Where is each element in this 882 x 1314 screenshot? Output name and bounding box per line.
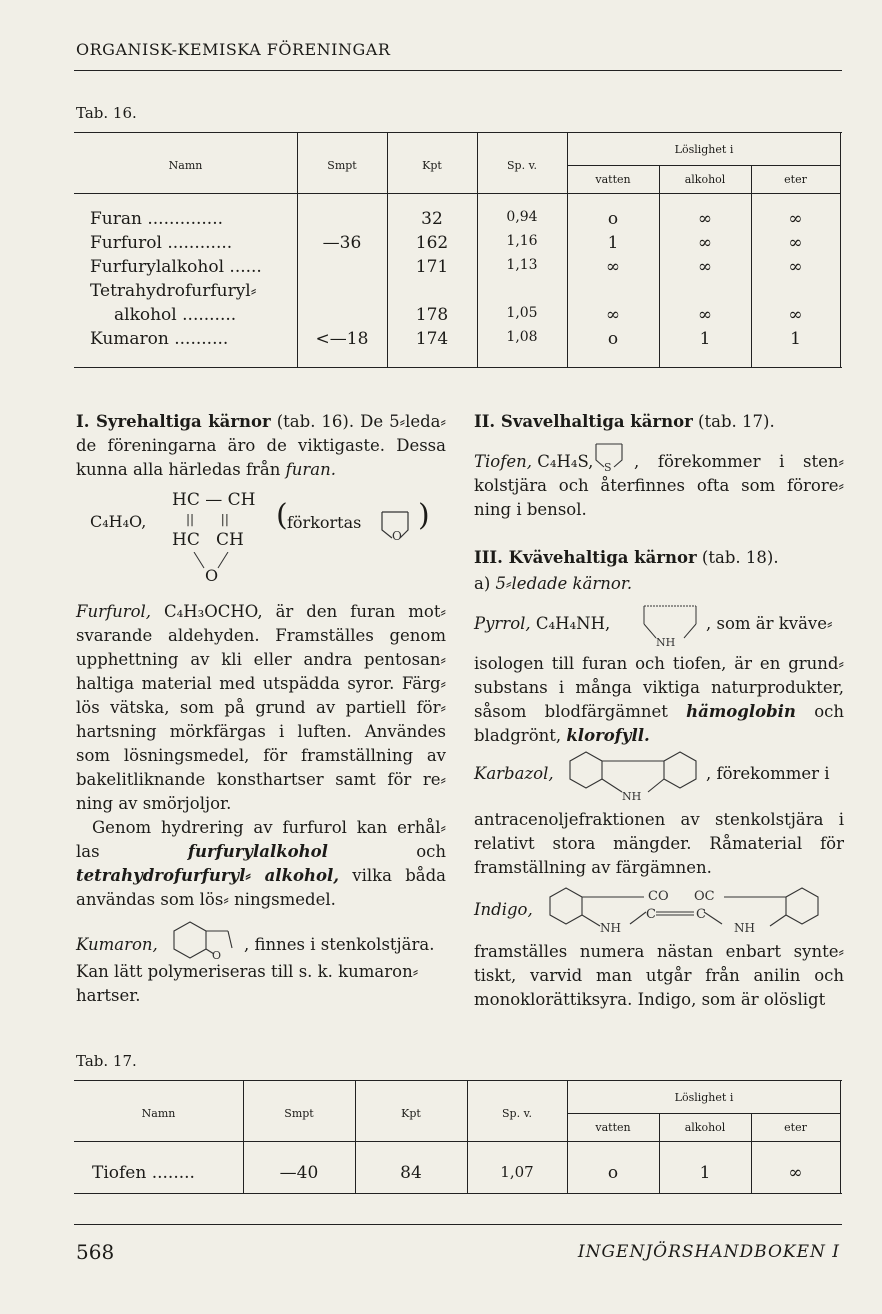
pyrrol-text: , som är kväve⸗ [706,614,833,633]
furan-ring-icon [378,508,420,542]
svg-text:O: O [212,949,222,960]
furan-formula: C₄H₄O, [90,512,147,531]
table16-alkohol-cell: 1 [699,329,711,349]
p3-b: och [327,842,447,861]
pyrrol-ring-icon [628,600,708,650]
kumaron-label: Kumaron, [76,935,158,954]
table17-kpt: 84 [400,1163,422,1183]
pyrrol-text-2: isologen till furan och tiofen, är en grund⸗ substans i många viktiga naturprodukter, såsom blodfärgämnet hämoglobin och bladgrönt, klorofyll. [474,654,845,745]
p2-text: C₄H₃OCHO, är den furan mot⸗ svarande aldehyden. Framställes genom upphettning av kli eller andra pentosan⸗ haltiga material med utspädda syror. Färg⸗ lös vätska, som på grund av partiell för⸗ hartsning mörkfärgas i luften. Användes som lösningsmedel, för framställning av bakelitliknande konsthartser samt för re⸗ ning av smörjoljor. [76,602,446,813]
pyrrol-label: Pyrrol, [474,614,531,633]
furan-hc-bottom: HC CH [172,530,244,550]
svg-text:C: C [696,907,706,922]
furan-ring-o: O [205,566,219,585]
karbazol-text-2: antracenoljefraktionen av stenkolstjära i relativt stora mängder. Råmaterial för framställning av färgämnen. [474,810,844,877]
table17-label: Tab. 17. [76,1052,137,1070]
right-heading-3 [474,546,844,570]
table16-sp-cell: 1,05 [506,305,538,321]
karbazol-term [474,762,554,786]
table16-kpt-cell: 32 [421,209,443,229]
forkortas-label: förkortas [287,513,362,532]
sub-a: a) 5⸗ledade kärnor. [474,574,633,593]
indigo-ring-icon [544,884,834,934]
col-alkohol: alkohol [684,1121,726,1134]
col-vatten: vatten [595,1121,631,1134]
table16-vatten-cell: 1 [607,233,619,253]
svg-text:NH: NH [656,636,676,649]
indigo-term [474,898,533,922]
paren-close: ) [418,498,430,533]
svg-text:S: S [604,461,612,472]
table16-eter-cell: ∞ [788,257,803,277]
p1-text: (tab. 16). De 5⸗leda⸗ de föreningarna äro de viktigaste. Dessa kunna alla härledas från [76,412,447,479]
header-rule [74,70,842,71]
table16 [74,132,842,368]
table16-eter-cell: ∞ [788,305,803,325]
col-eter: eter [784,1121,807,1134]
table16-alkohol-cell: ∞ [697,305,713,325]
table16-row-name: Furfurol ............ [90,233,233,253]
col-namn: Namn [168,159,203,172]
page-number: 568 [76,1240,115,1264]
table17-row-name: Tiofen ........ [92,1163,195,1183]
p3-a: Genom hydrering av furfurol kan erhål⸗ las [76,818,446,861]
table16-kpt-cell: 162 [415,233,449,253]
karbazol-label: Karbazol, [474,764,554,783]
klorofyll-term: klorofyll. [566,726,650,745]
table16-sp-cell: 1,16 [506,233,538,249]
furan-hc-top: HC — CH [172,490,256,510]
table16-row-name: Furfurylalkohol ...... [90,257,262,277]
col-namn: Namn [141,1107,176,1120]
table16-vatten-cell: ∞ [605,305,621,325]
table16-kpt-cell: 178 [415,305,449,325]
table16-smpt-cell: <—18 [315,329,369,349]
table16-eter-cell: ∞ [788,209,803,229]
kumaron-ring-icon [170,918,252,960]
svg-text:NH: NH [622,790,642,803]
svg-text:O: O [392,529,402,542]
col-loslighet: Löslighet i [674,1091,734,1104]
table16-smpt-cell: —36 [322,233,362,253]
col-eter: eter [784,173,807,186]
table16-sp-cell: 1,13 [506,257,538,273]
svg-text:C: C [646,907,656,922]
col-sp: Sp. v. [502,1107,532,1120]
table16-alkohol-cell: ∞ [697,209,713,229]
footer-rule [74,1224,842,1225]
pyrrol-term [474,612,610,636]
book-title: INGENJÖRSHANDBOKEN I [577,1242,840,1262]
table16-kpt-cell: 174 [415,329,449,349]
kumaron-text: , finnes i stenkolstjära. [244,935,435,954]
table16-row-name: Kumaron .......... [90,329,229,349]
karbazol-text: , förekommer i [706,764,830,783]
table16-eter-cell: ∞ [788,233,803,253]
table17-alkohol: 1 [699,1163,711,1183]
heading-svavelhaltiga: II. Svavelhaltiga kärnor [474,412,693,431]
running-title: ORGANISK-KEMISKA FÖRENINGAR [76,40,391,59]
furfurol-term: Furfurol, [76,602,152,621]
table16-vatten-cell: o [607,329,619,349]
table16-row-name: Furan .............. [90,209,224,229]
kumaron-text-2: Kan lätt polymeriseras till s. k. kumaron⸗ hartser. [76,962,419,1005]
table17 [74,1080,842,1194]
hemoglobin-term: hämoglobin [686,702,796,721]
indigo-label: Indigo, [474,900,533,919]
right-heading-2 [474,410,844,434]
table16-row-name: Tetrahydrofurfuryl⸗ [90,281,257,301]
indigo-text: framställes numera nästan enbart synte⸗ tiskt, varvid man utgår från anilin och monoklorättiksyra. Indigo, som är olösligt [474,942,844,1009]
tetrahydro-term: tetrahydrofurfuryl⸗ alkohol, [76,866,340,885]
col-kpt: Kpt [401,1107,421,1120]
table16-eter-cell: 1 [790,329,801,349]
heading-kvavehaltiga: III. Kvävehaltiga kärnor [474,548,697,567]
col-smpt: Smpt [284,1107,314,1120]
tiofen-text: , förekommer i sten⸗ kolstjära och återfinnes ofta som förore⸗ ning i bensol. [474,452,844,519]
heading-syrehaltiga: I. Syrehaltiga kärnor [76,412,271,431]
col-kpt: Kpt [422,159,442,172]
p3-c: vilka båda användas som lös⸗ ningsmedel. [76,866,446,909]
paren-open: ( [276,498,288,533]
s2-tab: (tab. 17). [692,412,775,431]
col-alkohol: alkohol [684,173,726,186]
furan-term: furan. [285,460,336,479]
furan-double-bonds: || || [186,512,229,526]
col-vatten: vatten [595,173,631,186]
table16-label: Tab. 16. [76,104,137,122]
svg-text:OC: OC [694,889,715,904]
table16-vatten-cell: o [607,209,619,229]
karbazol-ring-icon [564,748,704,804]
table16-kpt-cell: 171 [415,257,449,277]
table16-alkohol-cell: ∞ [697,257,713,277]
table16-vatten-cell: ∞ [605,257,621,277]
col-smpt: Smpt [327,159,357,172]
svg-text:CO: CO [648,889,669,904]
svg-text:NH: NH [600,921,621,934]
kumaron-term [76,933,158,957]
table17-sp: 1,07 [500,1163,534,1181]
tiofen-formula: C₄H₄S, [531,452,594,471]
table17-vatten: o [607,1163,619,1183]
table16-row-name: alkohol .......... [114,305,237,325]
pyrrol-formula: C₄H₄NH, [530,614,611,633]
svg-text:NH: NH [734,921,755,934]
table16-sp-cell: 1,08 [506,329,538,345]
s3-tab: (tab. 18). [696,548,779,567]
left-column [76,410,446,482]
table16-sp-cell: 0,94 [506,209,538,225]
tiofen-label: Tiofen, [474,452,532,471]
femledade-label: 5⸗ledade kärnor. [495,574,633,593]
table17-smpt: —40 [279,1163,319,1183]
left-column-2 [76,600,446,912]
table17-eter: ∞ [788,1163,803,1183]
table16-alkohol-cell: ∞ [697,233,713,253]
col-loslighet: Löslighet i [674,143,734,156]
col-sp: Sp. v. [507,159,537,172]
furfurylalkohol-term: furfurylalkohol [187,842,328,861]
